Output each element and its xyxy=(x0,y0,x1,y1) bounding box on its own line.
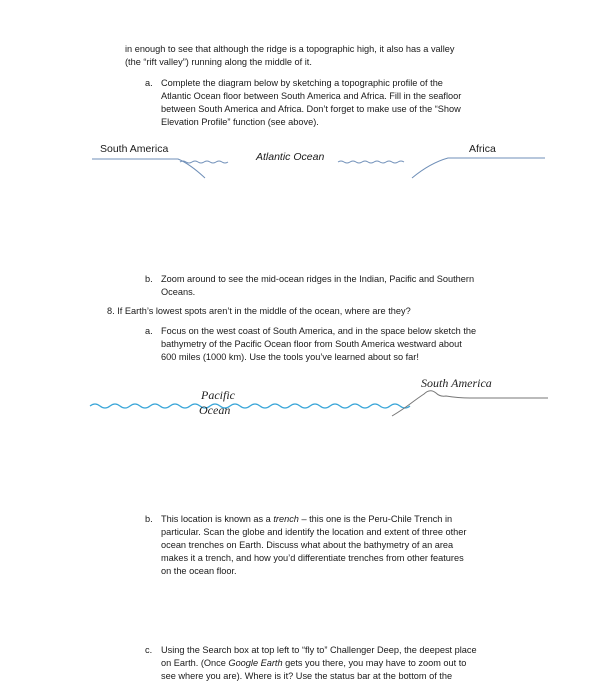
trench-term: trench xyxy=(273,514,299,524)
south-america-coast-label: South America xyxy=(421,376,492,390)
q8a-line-3: 600 miles (1000 km). Use the tools you’ve learned about so far! xyxy=(161,352,419,362)
q8c-line-1: Using the Search box at top left to “fly to” Challenger Deep, the deepest place xyxy=(161,645,477,655)
q7a-line-2: Atlantic Ocean floor between South America and Africa. Fill in the seafloor xyxy=(161,91,462,101)
pacific-label: Pacific xyxy=(201,388,235,402)
q7b-marker: b. xyxy=(145,274,153,284)
q8b-marker: b. xyxy=(145,514,153,524)
q7a-line-1: Complete the diagram below by sketching a topographic profile of the xyxy=(161,78,443,88)
q8b-line-4: makes it a trench, and how you’d differentiate trenches from other features xyxy=(161,553,464,563)
south-america-land-profile xyxy=(392,391,548,416)
q8b-line-5: on the ocean floor. xyxy=(161,566,237,576)
google-earth-term: Google Earth xyxy=(228,658,283,668)
q7b-line-2: Oceans. xyxy=(161,287,196,297)
africa-label: Africa xyxy=(469,143,496,155)
q8c-marker: c. xyxy=(145,645,153,655)
q7a-line-4: Elevation Profile” function (see above). xyxy=(161,117,319,127)
q8-text: 8. If Earth’s lowest spots aren’t in the middle of the ocean, where are they? xyxy=(107,306,411,316)
intro-line-2: (the “rift valley”) running along the middle of it. xyxy=(125,57,312,67)
intro-line-1: in enough to see that although the ridge is a topographic high, it also has a valley xyxy=(125,44,455,54)
south-america-label: South America xyxy=(100,143,169,155)
q8b-line-2: particular. Scan the globe and identify the location and extent of three other xyxy=(161,527,467,537)
q7a-marker: a. xyxy=(145,78,153,88)
q8c-line-3: see where you are). Where is it? Use the status bar at the bottom of the xyxy=(161,671,453,681)
q8a-line-2: bathymetry of the Pacific Ocean floor from South America westward about xyxy=(161,339,462,349)
q7b-line-1: Zoom around to see the mid-ocean ridges in the Indian, Pacific and Southern xyxy=(161,274,475,284)
q7a-line-3: between South America and Africa. Don’t forget to make use of the “Show xyxy=(161,104,461,114)
pacific-water-line xyxy=(90,404,410,408)
atlantic-ocean-label: Atlantic Ocean xyxy=(256,151,325,163)
q8a-marker: a. xyxy=(145,326,153,336)
q8a-line-1: Focus on the west coast of South America, and in the space below sketch the xyxy=(161,326,477,336)
ocean-label: Ocean xyxy=(199,403,231,417)
q8b-line-3: ocean trenches on Earth. Discuss what about the bathymetry of an area xyxy=(161,540,454,550)
q8b-line-1: This location is known as a trench – this one is the Peru-Chile Trench in xyxy=(161,514,453,524)
q8c-line-2: on Earth. (Once Google Earth gets you there, you may have to zoom out to xyxy=(161,658,467,668)
